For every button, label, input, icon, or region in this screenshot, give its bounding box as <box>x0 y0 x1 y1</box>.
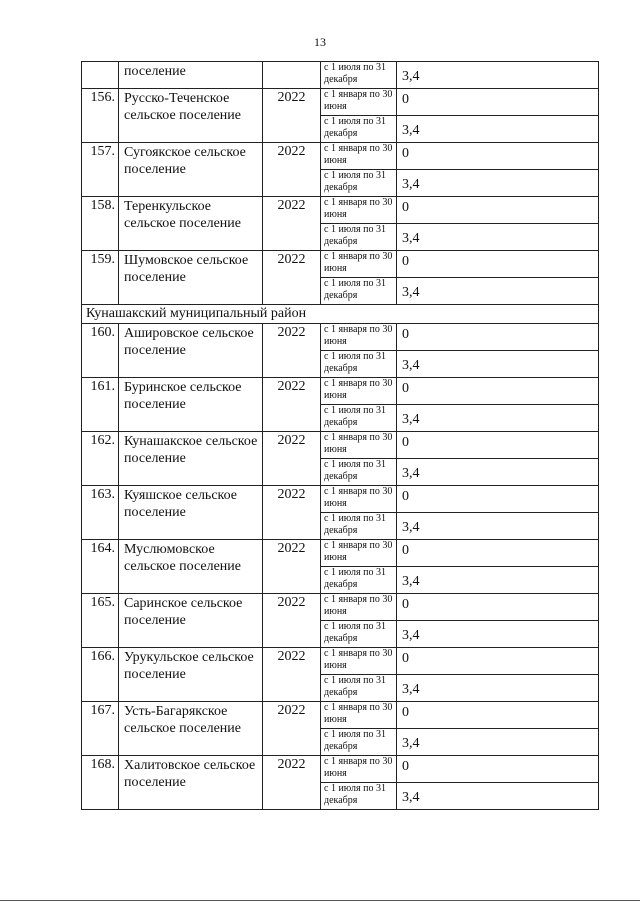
settlement-name-cell: Шумовское сельское поселение <box>119 251 263 305</box>
period-cell: с 1 января по 30 июня <box>321 432 397 459</box>
settlement-name-cell: Куяшское сельское поселение <box>119 486 263 540</box>
value-cell: 0 <box>397 648 599 675</box>
continuation-row <box>82 62 599 89</box>
period-cell: с 1 июля по 31 декабря <box>321 278 397 305</box>
row-number-cell: 162. <box>82 432 119 486</box>
period-cell: с 1 июля по 31 декабря <box>321 621 397 648</box>
year-cell: 2022 <box>263 378 321 432</box>
period-cell: с 1 января по 30 июня <box>321 197 397 224</box>
page-number: 13 <box>314 35 326 49</box>
row-number-cell: 167. <box>82 702 119 756</box>
value-cell: 3,4 <box>397 170 599 197</box>
table-row <box>82 432 599 459</box>
table-row <box>82 251 599 278</box>
table-row <box>82 702 599 729</box>
period-cell: с 1 января по 30 июня <box>321 756 397 783</box>
value-cell: 0 <box>397 324 599 351</box>
row-number-cell: 160. <box>82 324 119 378</box>
value-cell: 3,4 <box>397 567 599 594</box>
value-cell: 3,4 <box>397 513 599 540</box>
settlement-name-cell: Теренкульское сельское поселение <box>119 197 263 251</box>
row-number-cell <box>82 62 119 89</box>
value-cell: 0 <box>397 378 599 405</box>
year-cell: 2022 <box>263 648 321 702</box>
row-number-cell: 166. <box>82 648 119 702</box>
period-cell: с 1 июля по 31 декабря <box>321 567 397 594</box>
table-row <box>82 143 599 170</box>
period-cell: с 1 июля по 31 декабря <box>321 459 397 486</box>
page-bottom-rule <box>0 900 640 901</box>
year-cell: 2022 <box>263 594 321 648</box>
period-cell: с 1 января по 30 июня <box>321 486 397 513</box>
period-cell: с 1 января по 30 июня <box>321 648 397 675</box>
row-number-cell: 165. <box>82 594 119 648</box>
value-cell: 0 <box>397 251 599 278</box>
value-cell: 3,4 <box>397 621 599 648</box>
row-number-cell: 161. <box>82 378 119 432</box>
period-cell: с 1 июля по 31 декабря <box>321 116 397 143</box>
value-cell: 0 <box>397 486 599 513</box>
value-cell: 3,4 <box>397 224 599 251</box>
year-cell: 2022 <box>263 197 321 251</box>
value-cell: 3,4 <box>397 116 599 143</box>
district-heading: Кунашакский муниципальный район <box>82 305 599 324</box>
row-number-cell: 159. <box>82 251 119 305</box>
table-row <box>82 197 599 224</box>
district-heading-row <box>82 305 599 324</box>
year-cell: 2022 <box>263 702 321 756</box>
year-cell: 2022 <box>263 143 321 197</box>
table-row <box>82 486 599 513</box>
table-row <box>82 594 599 621</box>
settlement-name-cell: Сугоякское сельское поселение <box>119 143 263 197</box>
row-number-cell: 168. <box>82 756 119 810</box>
year-cell: 2022 <box>263 251 321 305</box>
year-cell <box>263 62 321 89</box>
period-cell: с 1 января по 30 июня <box>321 324 397 351</box>
table-row <box>82 648 599 675</box>
year-cell: 2022 <box>263 432 321 486</box>
row-number-cell: 158. <box>82 197 119 251</box>
value-cell: 0 <box>397 702 599 729</box>
value-cell: 3,4 <box>397 459 599 486</box>
settlement-name-cell: Муслюмовское сельское поселение <box>119 540 263 594</box>
period-cell: с 1 января по 30 июня <box>321 251 397 278</box>
table-row <box>82 540 599 567</box>
tariff-table <box>81 61 599 810</box>
year-cell: 2022 <box>263 756 321 810</box>
period-cell: с 1 июля по 31 декабря <box>321 729 397 756</box>
table-body <box>82 62 599 810</box>
settlement-name-cell: Русско-Теченское сельское поселение <box>119 89 263 143</box>
value-cell: 3,4 <box>397 675 599 702</box>
period-cell: с 1 января по 30 июня <box>321 143 397 170</box>
row-number-cell: 164. <box>82 540 119 594</box>
settlement-name-cell: Урукульское сельское поселение <box>119 648 263 702</box>
value-cell: 0 <box>397 143 599 170</box>
period-cell: с 1 июля по 31 декабря <box>321 351 397 378</box>
value-cell: 0 <box>397 197 599 224</box>
year-cell: 2022 <box>263 486 321 540</box>
period-cell: с 1 июля по 31 декабря <box>321 170 397 197</box>
period-cell: с 1 января по 30 июня <box>321 89 397 116</box>
row-number-cell: 157. <box>82 143 119 197</box>
period-cell: с 1 июля по 31 декабря <box>321 783 397 810</box>
settlement-name-cell: Буринское сельское поселение <box>119 378 263 432</box>
period-cell: с 1 января по 30 июня <box>321 378 397 405</box>
year-cell: 2022 <box>263 540 321 594</box>
settlement-name-cell: Аширoвское сельское поселение <box>119 324 263 378</box>
value-cell: 3,4 <box>397 405 599 432</box>
table-row <box>82 378 599 405</box>
value-cell: 3,4 <box>397 783 599 810</box>
value-cell: 0 <box>397 594 599 621</box>
table-row <box>82 324 599 351</box>
period-cell: с 1 июля по 31 декабря <box>321 62 397 89</box>
value-cell: 3,4 <box>397 62 599 89</box>
settlement-name-cell: Саринское сельское поселение <box>119 594 263 648</box>
settlement-name-cell: поселение <box>119 62 263 89</box>
settlement-name-cell: Кунашакское сельское поселение <box>119 432 263 486</box>
value-cell: 0 <box>397 89 599 116</box>
value-cell: 3,4 <box>397 729 599 756</box>
value-cell: 3,4 <box>397 351 599 378</box>
period-cell: с 1 января по 30 июня <box>321 594 397 621</box>
settlement-name-cell: Усть-Багарякское сельское поселение <box>119 702 263 756</box>
value-cell: 0 <box>397 540 599 567</box>
period-cell: с 1 июля по 31 декабря <box>321 224 397 251</box>
table-row <box>82 89 599 116</box>
period-cell: с 1 июля по 31 декабря <box>321 513 397 540</box>
row-number-cell: 163. <box>82 486 119 540</box>
period-cell: с 1 июля по 31 декабря <box>321 675 397 702</box>
period-cell: с 1 июля по 31 декабря <box>321 405 397 432</box>
table-row <box>82 756 599 783</box>
value-cell: 0 <box>397 432 599 459</box>
period-cell: с 1 января по 30 июня <box>321 702 397 729</box>
year-cell: 2022 <box>263 89 321 143</box>
value-cell: 0 <box>397 756 599 783</box>
settlement-name-cell: Халитовское сельское поселение <box>119 756 263 810</box>
year-cell: 2022 <box>263 324 321 378</box>
row-number-cell: 156. <box>82 89 119 143</box>
value-cell: 3,4 <box>397 278 599 305</box>
period-cell: с 1 января по 30 июня <box>321 540 397 567</box>
